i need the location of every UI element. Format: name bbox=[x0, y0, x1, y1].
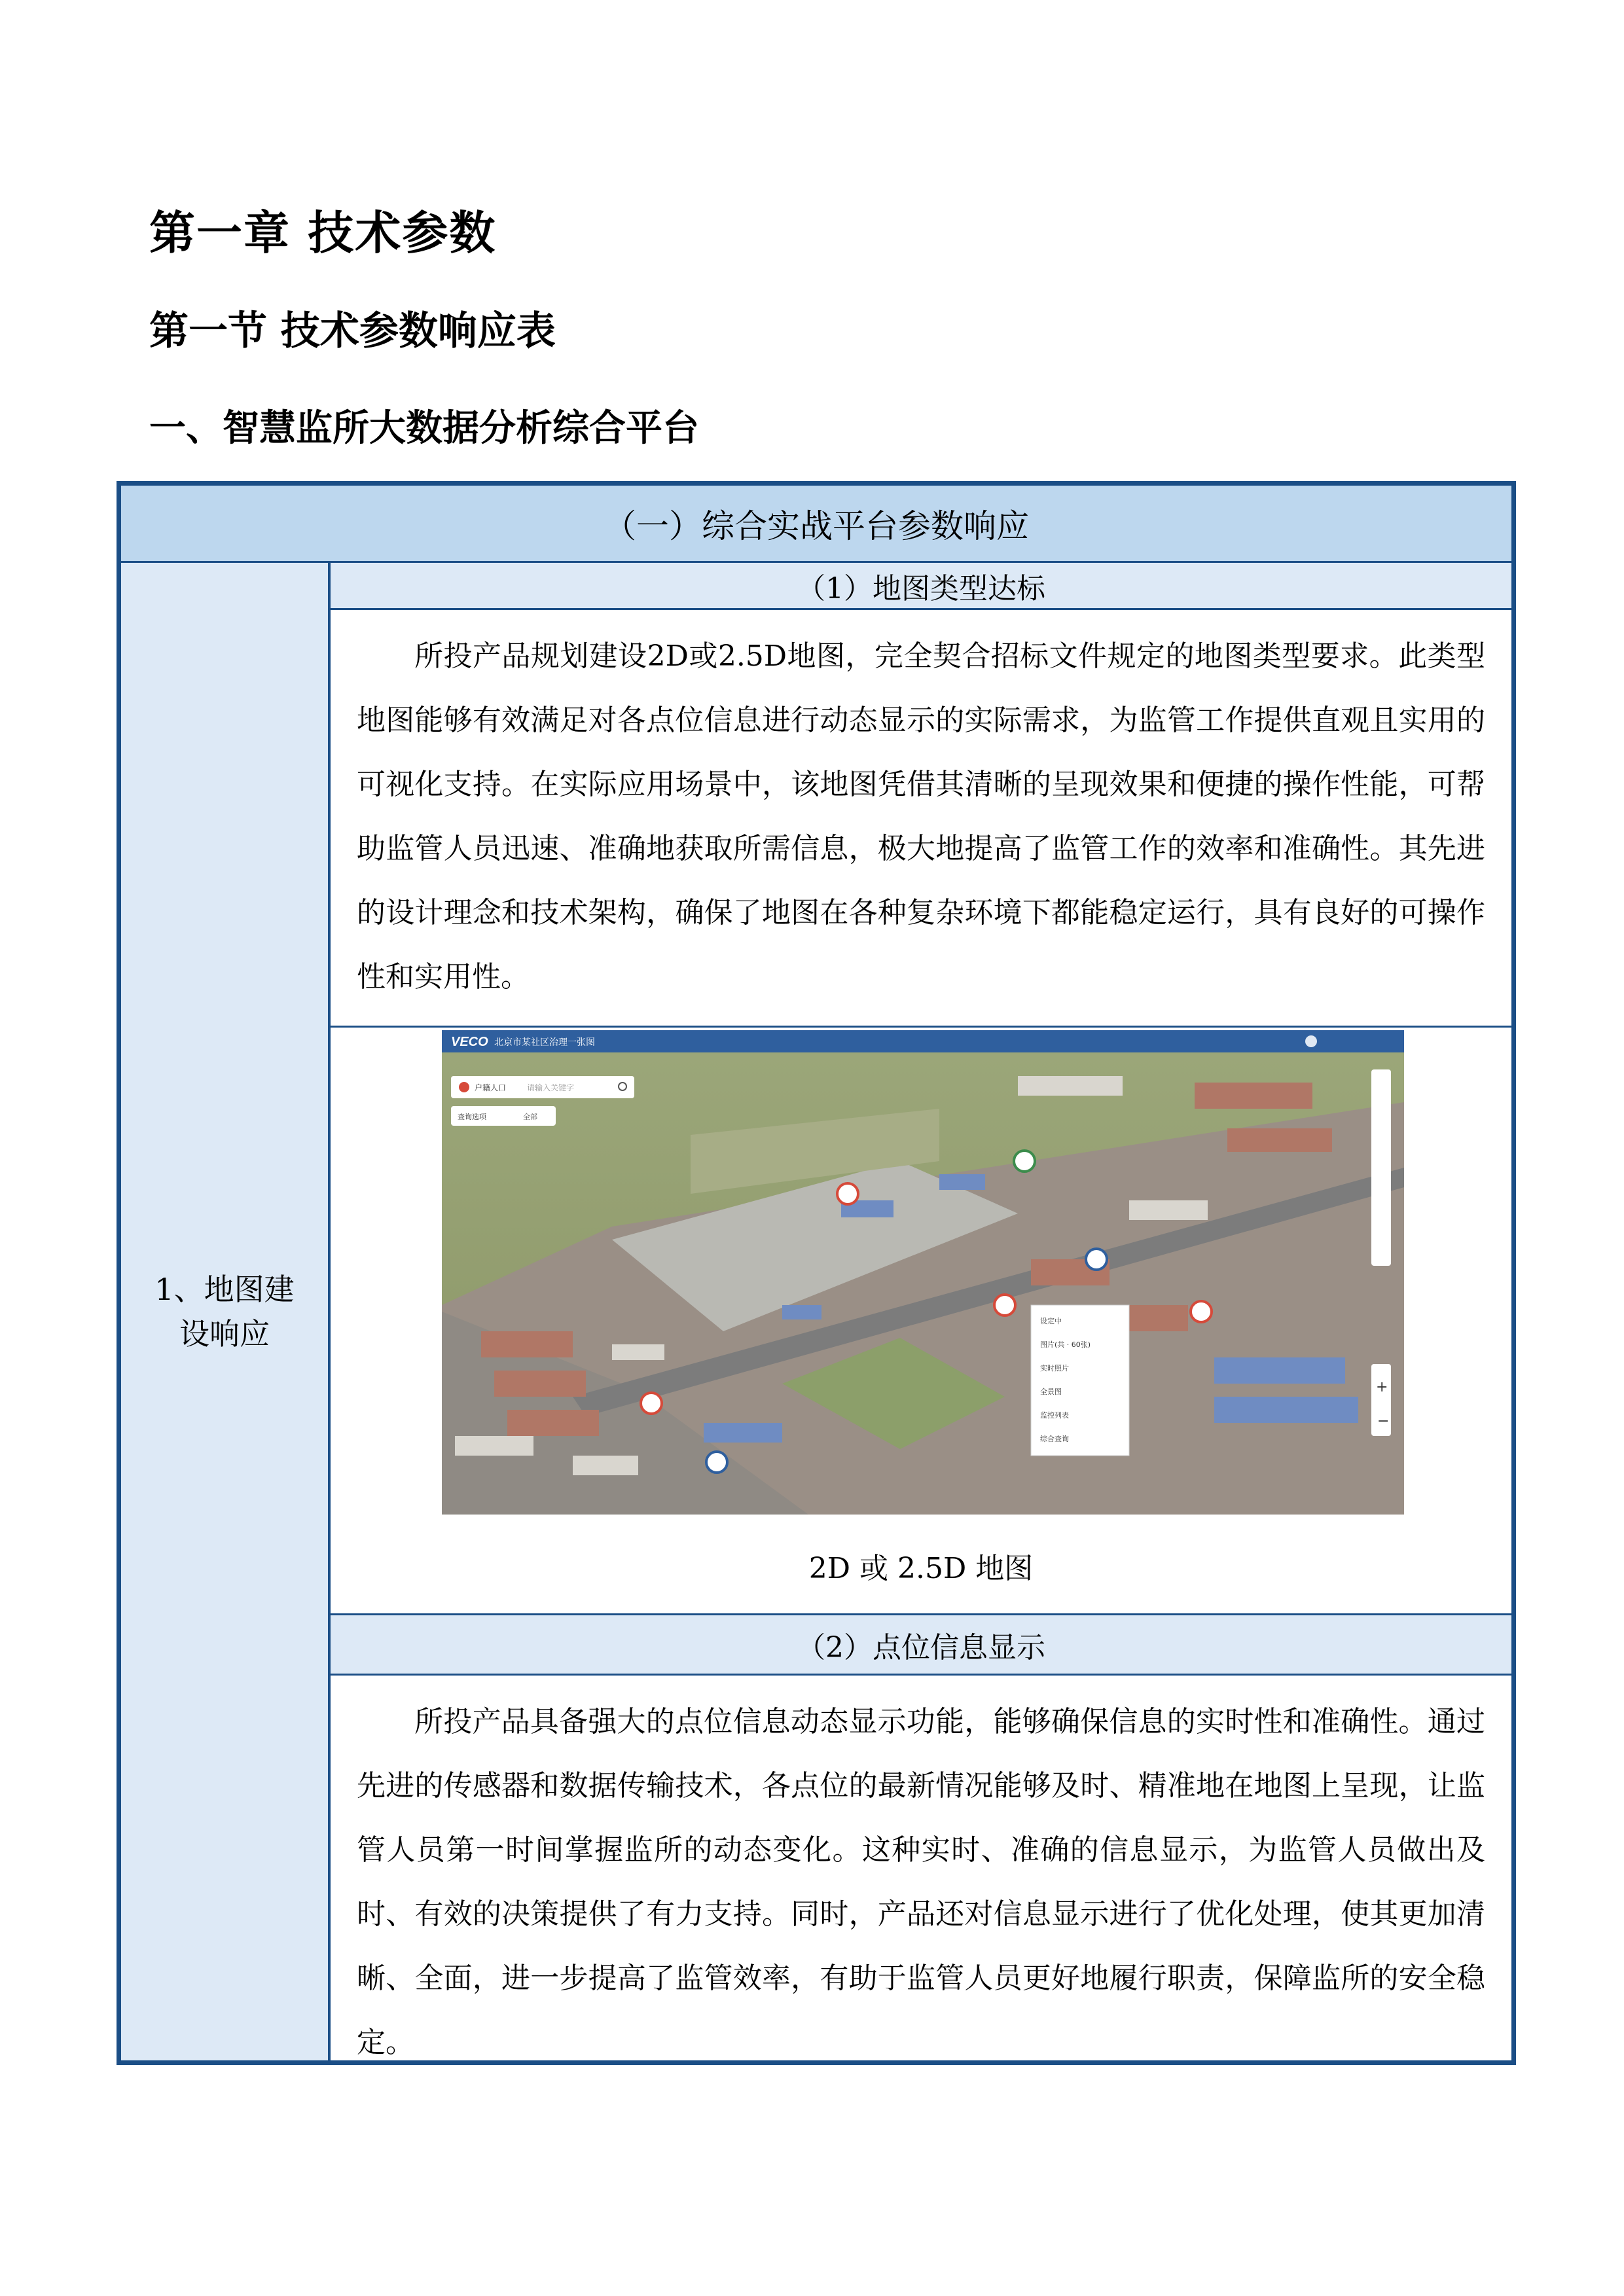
context-menu-item[interactable]: 实时照片 bbox=[1040, 1364, 1069, 1372]
context-menu-item[interactable]: 全景图 bbox=[1040, 1388, 1062, 1396]
zoom-in-icon[interactable]: + bbox=[1376, 1379, 1388, 1395]
filter-label: 查询选项 bbox=[458, 1113, 486, 1121]
map-figure-cell bbox=[331, 1028, 1511, 1615]
subsection-title: 一、智慧监所大数据分析综合平台 bbox=[149, 407, 699, 450]
table-title: （一）综合实战平台参数响应 bbox=[121, 486, 1511, 563]
item1-heading: （1）地图类型达标 bbox=[331, 563, 1511, 610]
search-category[interactable]: 户籍人口 bbox=[475, 1083, 507, 1092]
map-logo: VECO bbox=[451, 1035, 488, 1049]
item1-text: 所投产品规划建设2D或2.5D地图，完全契合招标文件规定的地图类型要求。此类型地图能够有效满足对各点位信息进行动态显示的实际需求，为监管工作提供直观且实用的可视化支持。在实际应用场景中，该地图凭借其清晰的呈现效果和便捷的操作性能，可帮助监管人员迅速、准确地获取所需信息，极大地提高了监管工作的效率和准确性。其先进的设计理念和技术架构，确保了地图在各种复杂环境下都能稳定运行，具有良好的可操作性和实用性。 bbox=[331, 610, 1511, 1028]
context-menu bbox=[1031, 1305, 1129, 1456]
row-label bbox=[121, 563, 331, 2060]
filter-value[interactable]: 全部 bbox=[523, 1113, 537, 1121]
row-label-text: 1、地图建设响应 bbox=[154, 1272, 295, 1352]
zoom-out-icon[interactable]: − bbox=[1377, 1413, 1390, 1429]
map-screenshot bbox=[442, 1030, 1404, 1515]
context-menu-item[interactable]: 图片(共 · 60张) bbox=[1040, 1340, 1091, 1349]
location-icon bbox=[459, 1082, 469, 1092]
item2-text: 所投产品具备强大的点位信息动态显示功能，能够确保信息的实时性和准确性。通过先进的传感器和数据传输技术，各点位的最新情况能够及时、精准地在地图上呈现，让监管人员第一时间掌握监所的动态变化。这种实时、准确的信息显示，为监管人员做出及时、有效的决策提供了有力支持。同时，产品还对信息显示进行了优化处理，使其更加清晰、全面，进一步提高了监管效率，有助于监管人员更好地履行职责，保障监所的安全稳定。 bbox=[357, 1705, 1485, 2059]
context-menu-item[interactable]: 设定中 bbox=[1040, 1317, 1062, 1325]
search-placeholder[interactable]: 请输入关键字 bbox=[527, 1083, 575, 1092]
context-menu-item[interactable]: 综合查询 bbox=[1040, 1435, 1069, 1443]
chapter-title: 第一章 技术参数 bbox=[149, 206, 497, 260]
context-menu-item[interactable]: 监控列表 bbox=[1040, 1411, 1069, 1420]
map-toolbar bbox=[1371, 1069, 1391, 1266]
figure-caption: 2D 或 2.5D 地图 bbox=[808, 1552, 1034, 1585]
response-table bbox=[117, 481, 1516, 2065]
section-title: 第一节 技术参数响应表 bbox=[149, 308, 556, 354]
user-avatar[interactable] bbox=[1305, 1035, 1317, 1047]
map-app-title: 北京市某社区治理一张图 bbox=[494, 1037, 595, 1048]
item2-heading: （2）点位信息显示 bbox=[331, 1615, 1511, 1676]
